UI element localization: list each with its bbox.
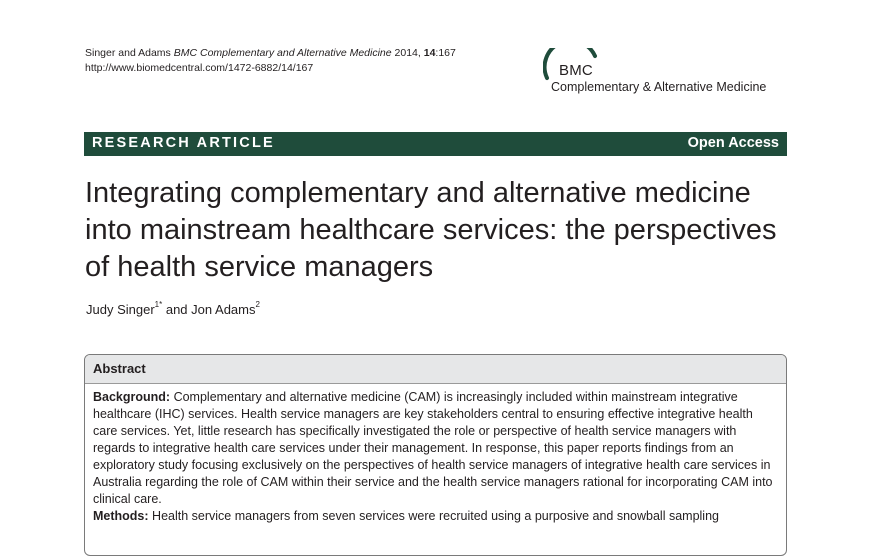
methods-label: Methods: xyxy=(93,509,149,523)
citation-line xyxy=(85,46,456,61)
open-access-label: Open Access xyxy=(687,135,779,151)
brand-journal-name: Complementary & Alternative Medicine xyxy=(551,80,767,94)
citation-year: 2014, xyxy=(394,47,421,59)
methods-text: Health service managers from seven services were recruited using a purposive and snowball sampling xyxy=(152,509,719,523)
abstract-methods xyxy=(93,508,778,525)
author-list xyxy=(86,302,260,317)
background-text: Complementary and alternative medicine (CAM) is increasingly included within mainstream integrative healthcare (IHC) services. Health service managers are key stakeholders central to ensuring effective integrative health care services. Yet, little research has specifically investigated the role or perspective of health service managers with regards to integrative health care services under their management. In response, this paper reports findings from an exploratory study focusing exclusively on the perspectives of health service managers of integrative health care services in Australia regarding the role of CAM within their service and the health service managers rational for incorporating CAM into clinical care. xyxy=(93,390,773,506)
citation-article: :167 xyxy=(435,47,456,59)
article-title: Integrating complementary and alternative medicine into mainstream healthcare services: the perspectives of health service managers xyxy=(85,177,777,283)
abstract-body xyxy=(85,384,786,525)
author-affiliation: 1* xyxy=(154,300,163,309)
author-affiliation: 2 xyxy=(255,300,260,309)
background-label: Background: xyxy=(93,390,171,404)
author-name: Judy Singer xyxy=(86,302,155,317)
abstract-heading: Abstract xyxy=(85,355,786,384)
journal-brand xyxy=(543,48,803,98)
abstract-box xyxy=(84,354,787,556)
abstract-background xyxy=(93,389,778,508)
brand-logo-text: BMC xyxy=(559,62,593,79)
citation-volume: 14 xyxy=(423,47,436,59)
citation xyxy=(85,46,456,76)
author-name: Jon Adams xyxy=(191,302,256,317)
article-type-label: RESEARCH ARTICLE xyxy=(92,135,275,151)
citation-journal: BMC Complementary and Alternative Medicine xyxy=(173,47,392,59)
author-joiner: and xyxy=(165,302,188,317)
article-type-bar xyxy=(84,132,787,156)
citation-url[interactable]: http://www.biomedcentral.com/1472-6882/14/167 xyxy=(85,62,314,74)
citation-authors: Singer and Adams xyxy=(85,47,171,59)
